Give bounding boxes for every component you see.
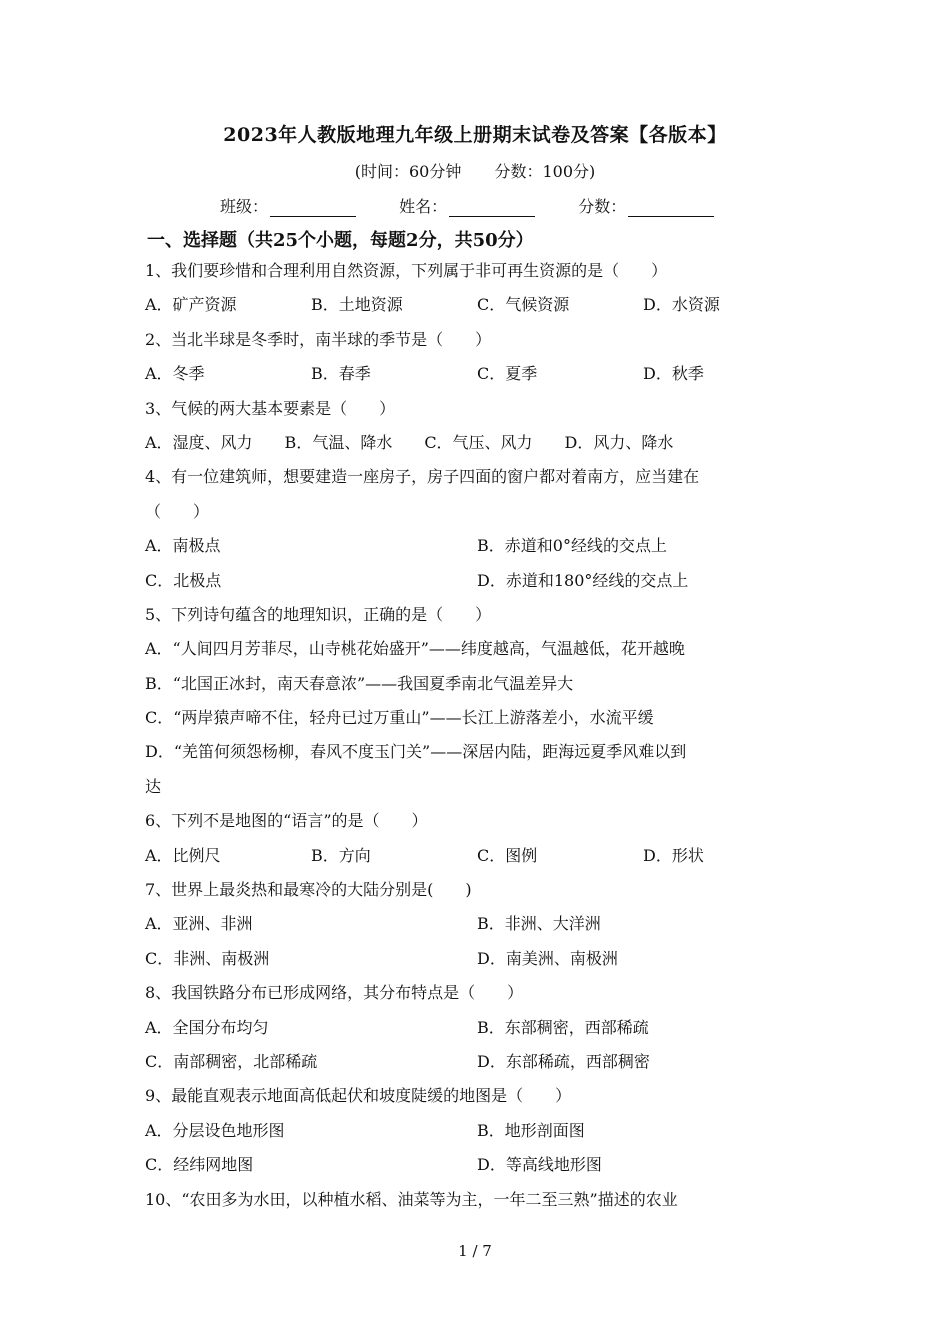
option: A．比例尺 bbox=[145, 845, 221, 865]
name-blank[interactable] bbox=[449, 198, 535, 217]
option-line: A．“人间四月芳菲尽，山寺桃花始盛开”——纬度越高，气温越低，花开越晚 bbox=[145, 639, 685, 659]
question-stem: 5、下列诗句蕴含的地理知识，正确的是（ ） bbox=[145, 604, 492, 624]
question-stem-cont: （ ） bbox=[145, 501, 210, 521]
score-blank[interactable] bbox=[628, 198, 714, 217]
option: B．春季 bbox=[311, 364, 371, 384]
option-line: B．“北国正冰封，南天春意浓”——我国夏季南北气温差异大 bbox=[145, 673, 574, 693]
option: B．地形剖面图 bbox=[477, 1120, 585, 1140]
page-number: 1 / 7 bbox=[458, 1242, 492, 1260]
option: A．分层设色地形图 bbox=[145, 1120, 285, 1140]
option: C．夏季 bbox=[477, 364, 538, 384]
option: B．赤道和0°经线的交点上 bbox=[477, 536, 667, 556]
options-row bbox=[145, 1114, 815, 1148]
question-stem: 1、我们要珍惜和合理利用自然资源，下列属于非可再生资源的是（ ） bbox=[145, 261, 668, 280]
option: D．水资源 bbox=[643, 295, 720, 315]
option: C．气候资源 bbox=[477, 295, 570, 315]
total-score: 分数：100分) bbox=[494, 162, 596, 181]
options-row bbox=[145, 357, 815, 391]
options-row bbox=[145, 942, 815, 976]
questions-list bbox=[145, 254, 815, 1217]
student-info bbox=[220, 194, 752, 217]
option: D．等高线地形图 bbox=[477, 1155, 602, 1175]
options-row bbox=[145, 529, 815, 563]
option-line: D．“羌笛何须怨杨柳，春风不度玉门关”——深居内陆，距海远夏季风难以到 bbox=[145, 742, 687, 762]
question-stem: 10、“农田多为水田，以种植水稻、油菜等为主，一年二至三熟”描述的农业 bbox=[145, 1189, 678, 1209]
score-field bbox=[578, 194, 714, 217]
question-stem: 4、有一位建筑师，想要建造一座房子，房子四面的窗户都对着南方，应当建在 bbox=[145, 467, 700, 487]
time-limit: (时间：60分钟 bbox=[354, 162, 462, 181]
option: B．东部稠密，西部稀疏 bbox=[477, 1017, 649, 1037]
option: D．秋季 bbox=[643, 364, 704, 384]
question-stem: 3、气候的两大基本要素是（ ） bbox=[145, 398, 396, 418]
options-row bbox=[145, 1011, 815, 1045]
options-row bbox=[145, 839, 815, 873]
option: B．非洲、大洋洲 bbox=[477, 914, 601, 934]
option: A．矿产资源 bbox=[145, 295, 237, 315]
options-row bbox=[145, 288, 815, 322]
option-line: 达 bbox=[145, 776, 162, 796]
option: B．方向 bbox=[311, 845, 371, 865]
score-label: 分数： bbox=[578, 197, 627, 216]
option: B．土地资源 bbox=[311, 295, 403, 315]
class-blank[interactable] bbox=[270, 198, 356, 217]
class-label: 班级： bbox=[220, 197, 269, 216]
option-line: C．“两岸猿声啼不住，轻舟已过万重山”——长江上游落差小，水流平缓 bbox=[145, 708, 654, 728]
question-stem: 9、最能直观表示地面高低起伏和坡度陡缓的地图是（ ） bbox=[145, 1086, 572, 1106]
option: C．非洲、南极洲 bbox=[145, 948, 270, 968]
option: D．东部稀疏，西部稠密 bbox=[477, 1051, 650, 1071]
option: D．赤道和180°经线的交点上 bbox=[477, 570, 689, 590]
class-field bbox=[220, 194, 356, 217]
option: D．形状 bbox=[643, 845, 704, 865]
option: A．南极点 bbox=[145, 536, 221, 556]
options-line: A．湿度、风力 B．气温、降水 C．气压、风力 D．风力、降水 bbox=[145, 432, 674, 452]
question-stem: 6、下列不是地图的“语言”的是（ ） bbox=[145, 811, 428, 831]
option: C．北极点 bbox=[145, 570, 222, 590]
question-stem: 7、世界上最炎热和最寒冷的大陆分别是( ) bbox=[145, 880, 472, 900]
option: C．图例 bbox=[477, 845, 538, 865]
name-label: 姓名： bbox=[399, 197, 448, 216]
option: A．冬季 bbox=[145, 364, 205, 384]
option: C．南部稠密，北部稀疏 bbox=[145, 1051, 318, 1071]
name-field bbox=[399, 194, 535, 217]
option: A．亚洲、非洲 bbox=[145, 914, 253, 934]
options-row bbox=[145, 907, 815, 941]
option: A．全国分布均匀 bbox=[145, 1017, 269, 1037]
options-row bbox=[145, 1148, 815, 1182]
question-stem: 2、当北半球是冬季时，南半球的季节是（ ） bbox=[145, 329, 492, 349]
section-title: 一、选择题（共25个小题，每题2分，共50分） bbox=[147, 230, 534, 251]
options-row bbox=[145, 1045, 815, 1079]
exam-title: 2023年人教版地理九年级上册期末试卷及答案【各版本】 bbox=[223, 124, 727, 146]
question-stem: 8、我国铁路分布已形成网络，其分布特点是（ ） bbox=[145, 983, 524, 1003]
option: C．经纬网地图 bbox=[145, 1155, 254, 1175]
options-row bbox=[145, 564, 815, 598]
option: D．南美洲、南极洲 bbox=[477, 948, 618, 968]
exam-subtitle bbox=[0, 159, 950, 182]
